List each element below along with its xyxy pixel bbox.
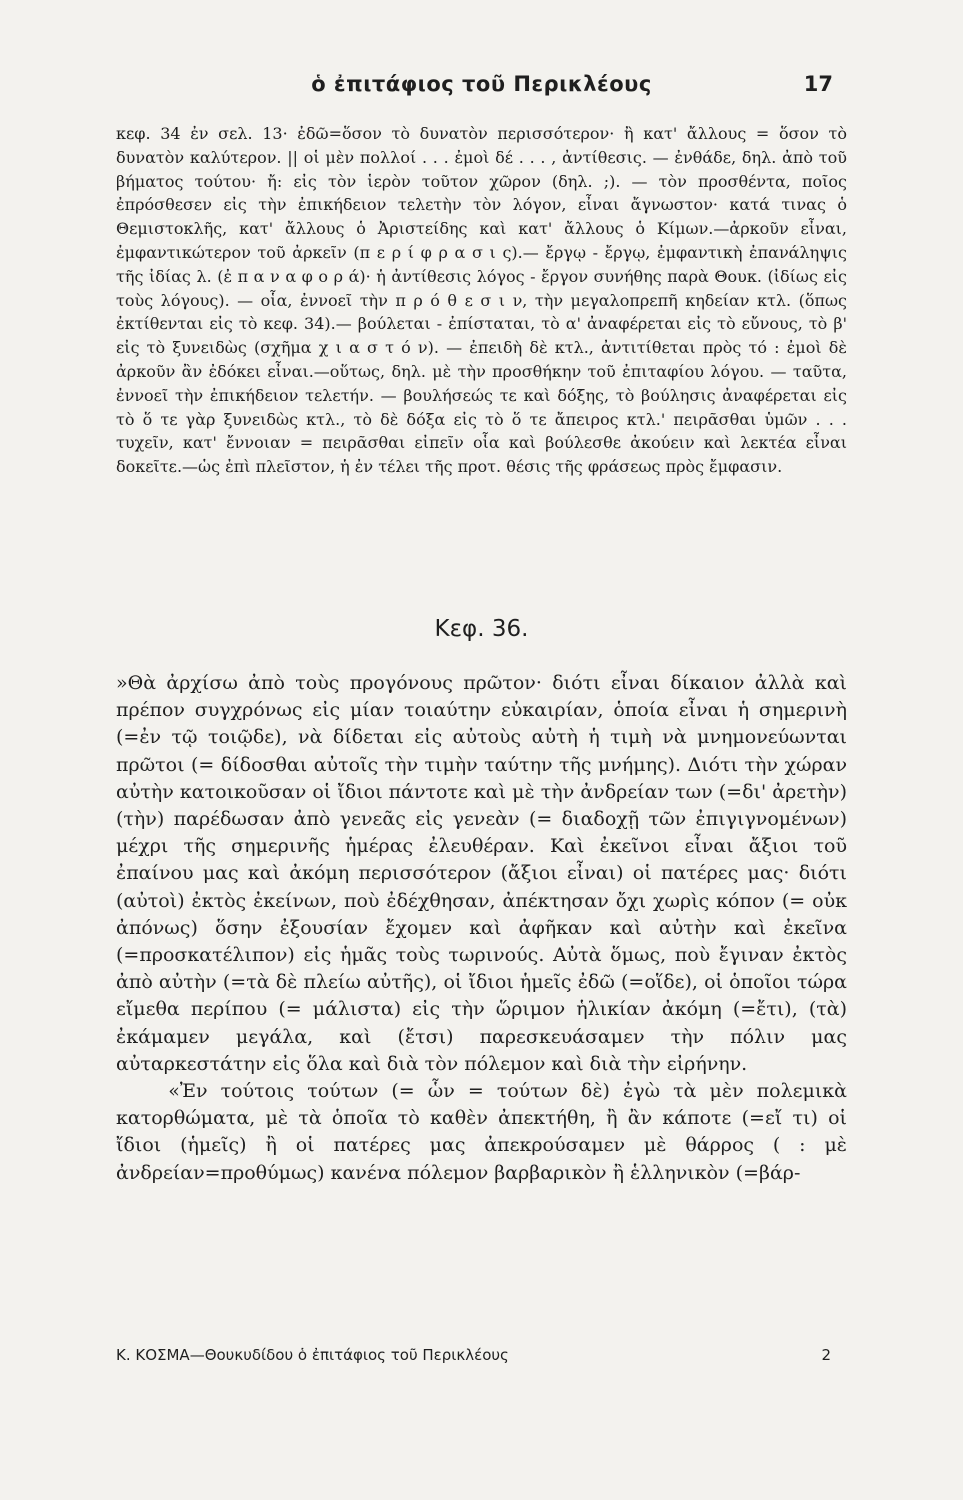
commentary-notes: κεφ. 34 ἐν σελ. 13· ἐδῶ=ὅσον τὸ δυνατὸν περισσότερον· ἢ κατ' ἄλλους = ὅσον τὸ δυνατὸν καλύτερον. || οἱ μὲν πολλοί . . . ἐμοὶ δέ . . . , ἀντίθεσις. — ἐνθάδε, δηλ. ἀπὸ τοῦ βήματος τούτου· ἤ: εἰς τὸν ἱερὸν τοῦτον χῶρον (δηλ. ;). — τὸν προσθέντα, ποῖος ἐπρόσθεσεν εἰς τὴν ἐπικήδειον τελετὴν τὸν λόγον, εἶναι ἄγνωστον· κατά τινας ὁ Θεμιστοκλῆς, κατ' ἄλλους ὁ Ἀριστείδης καὶ κατ' ἄλλους ὁ Κίμων.—ἀρκοῦν εἶναι, ἐμφαντικώτερον τοῦ ἀρκεῖν (π ε ρ ί φ ρ α σ ι ς).— ἔργῳ - ἔργῳ, ἐμφαντικὴ ἐπανάληψις τῆς ἰδίας λ. (ἐ π α ν α φ ο ρ ά)· ἡ ἀντίθεσις λόγος - ἔργον συνήθης παρὰ Θουκ. (ἰδίως εἰς τοὺς λόγους). — οἷα, ἐννοεῖ τὴν π ρ ό θ ε σ ι ν, τὴν μεγαλοπρεπῆ κηδείαν κτλ. (ὅπως ἐκτίθενται εἰς τὸ κεφ. 34).— βούλεται - ἐπίσταται, τὸ α' ἀναφέρεται εἰς τὸ εὔνους, τὸ β' εἰς τὸ ξυνειδὼς (σχῆμα χ ι α σ τ ό ν). — ἐπειδὴ δὲ κτλ., ἀντιτίθεται πρὸς τό : ἐμοὶ δὲ ἀρκοῦν ἂν ἐδόκει εἶναι.—οὕτως, δηλ. μὲ τὴν προσθήκην τοῦ ἐπιταφίου λόγου. — ταῦτα, ἐννοεῖ τὴν ἐπικήδειον τελετήν. — βουλήσεώς τε καὶ δόξης, τὸ βούλησις ἀναφέρεται εἰς τὸ ὅ τε γὰρ ξυνειδὼς κτλ., τὸ δὲ δόξα εἰς τὸ ὅ τε ἄπειρος κτλ.' πειρᾶσθαι ὑμῶν . . . τυχεῖν, κατ' ἔννοιαν = πειρᾶσθαι εἰπεῖν οἷα καὶ βούλεσθε ἀκούειν καὶ λεκτέα εἶναι δοκεῖτε.—ὡς ἐπὶ πλεῖστον, ἡ ἐν τέλει τῆς προτ. θέσις τῆς φράσεως πρὸς ἔμφασιν.: [116, 124, 847, 477]
translation-text: »Θὰ ἀρχίσω ἀπὸ τοὺς προγόνους πρῶτον· διότι εἶναι δίκαιον ἀλλὰ καὶ πρέπον συγχρόνως εἰς μίαν τοιαύτην εὐκαιρίαν, ὁποία εἶναι ἡ σημερινὴ (=ἐν τῷ τοιῷδε), νὰ δίδεται εἰς αὐτοὺς αὐτὴ ἡ τιμὴ νὰ μνημονεύωνται πρῶτοι (= δίδοσθαι αὐτοῖς τὴν τιμὴν ταύτην τῆς μνήμης). Διότι τὴν χώραν αὐτὴν κατοικοῦσαν οἱ ἴδιοι πάντοτε καὶ μὲ τὴν ἀνδρείαν των (=δι' ἀρετὴν) (τὴν) παρέδωσαν ἀπὸ γενεᾶς εἰς γενεὰν (= διαδοχῇ τῶν ἐπιγιγνομένων) μέχρι τῆς σημερινῆς ἡμέρας ἐλευθέραν. Καὶ ἐκεῖνοι εἶναι ἄξιοι τοῦ ἐπαίνου μας καὶ ἀκόμη περισσότερον (ἄξιοι εἶναι) οἱ πατέρες μας· διότι (αὐτοὶ) ἐκτὸς ἐκείνων, ποὺ ἐδέχθησαν, ἀπέκτησαν ὄχι χωρὶς κόπον (= οὐκ ἀπόνως) ὅσην ἐξουσίαν ἔχομεν καὶ ἀφῆκαν καὶ αὐτὴν καὶ ἐκεῖνα (=προσκατέλιπον) εἰς ἡμᾶς τοὺς τωρινούς. Αὐτὰ ὅμως, ποὺ ἔγιναν ἐκτὸς ἀπὸ αὐτὴν (=τὰ δὲ πλείω αὐτῆς), οἱ ἴδιοι ἡμεῖς ἐδῶ (=οἵδε), οἱ ὁποῖοι τώρα εἴμεθα περίπου (= μάλιστα) εἰς τὴν ὥριμον ἡλικίαν ἀκόμη (=ἔτι), (τὰ) ἐκάμαμεν μεγάλα, καὶ (ἔτσι) παρεσκευάσαμεν τὴν πόλιν μας αὐταρκεστάτην εἰς ὅλα καὶ διὰ τὸν πόλεμον καὶ διὰ τὴν εἰρήνην. «Ἐν τούτοις τούτων (= ὧν = τούτων δὲ) ἐγὼ τὰ μὲν πολεμικὰ κατορθώματα, μὲ τὰ ὁποῖα τὸ καθὲν ἀπεκτήθη, ἢ ἂν κάποτε (=εἴ τι) οἱ ἴδιοι (ἡμεῖς) ἢ οἱ πατέρες μας ἀπεκρούσαμεν μὲ θάρρος ( : μὲ ἀνδρείαν=προθύμως) κανένα πόλεμον βαρβαρικὸν ἢ ἑλληνικὸν (=βάρ-: [116, 672, 847, 1184]
page-number: 17: [803, 72, 833, 96]
chapter-heading: Κεφ. 36.: [434, 616, 529, 642]
footer-author-title: Κ. ΚΟΣΜΑ—Θουκυδίδου ὁ ἐπιτάφιος τοῦ Περικλέους: [116, 1346, 509, 1364]
footer-signature-number: 2: [821, 1346, 831, 1364]
running-header-title: ὁ ἐπιτάφιος τοῦ Περικλέους: [311, 72, 652, 96]
